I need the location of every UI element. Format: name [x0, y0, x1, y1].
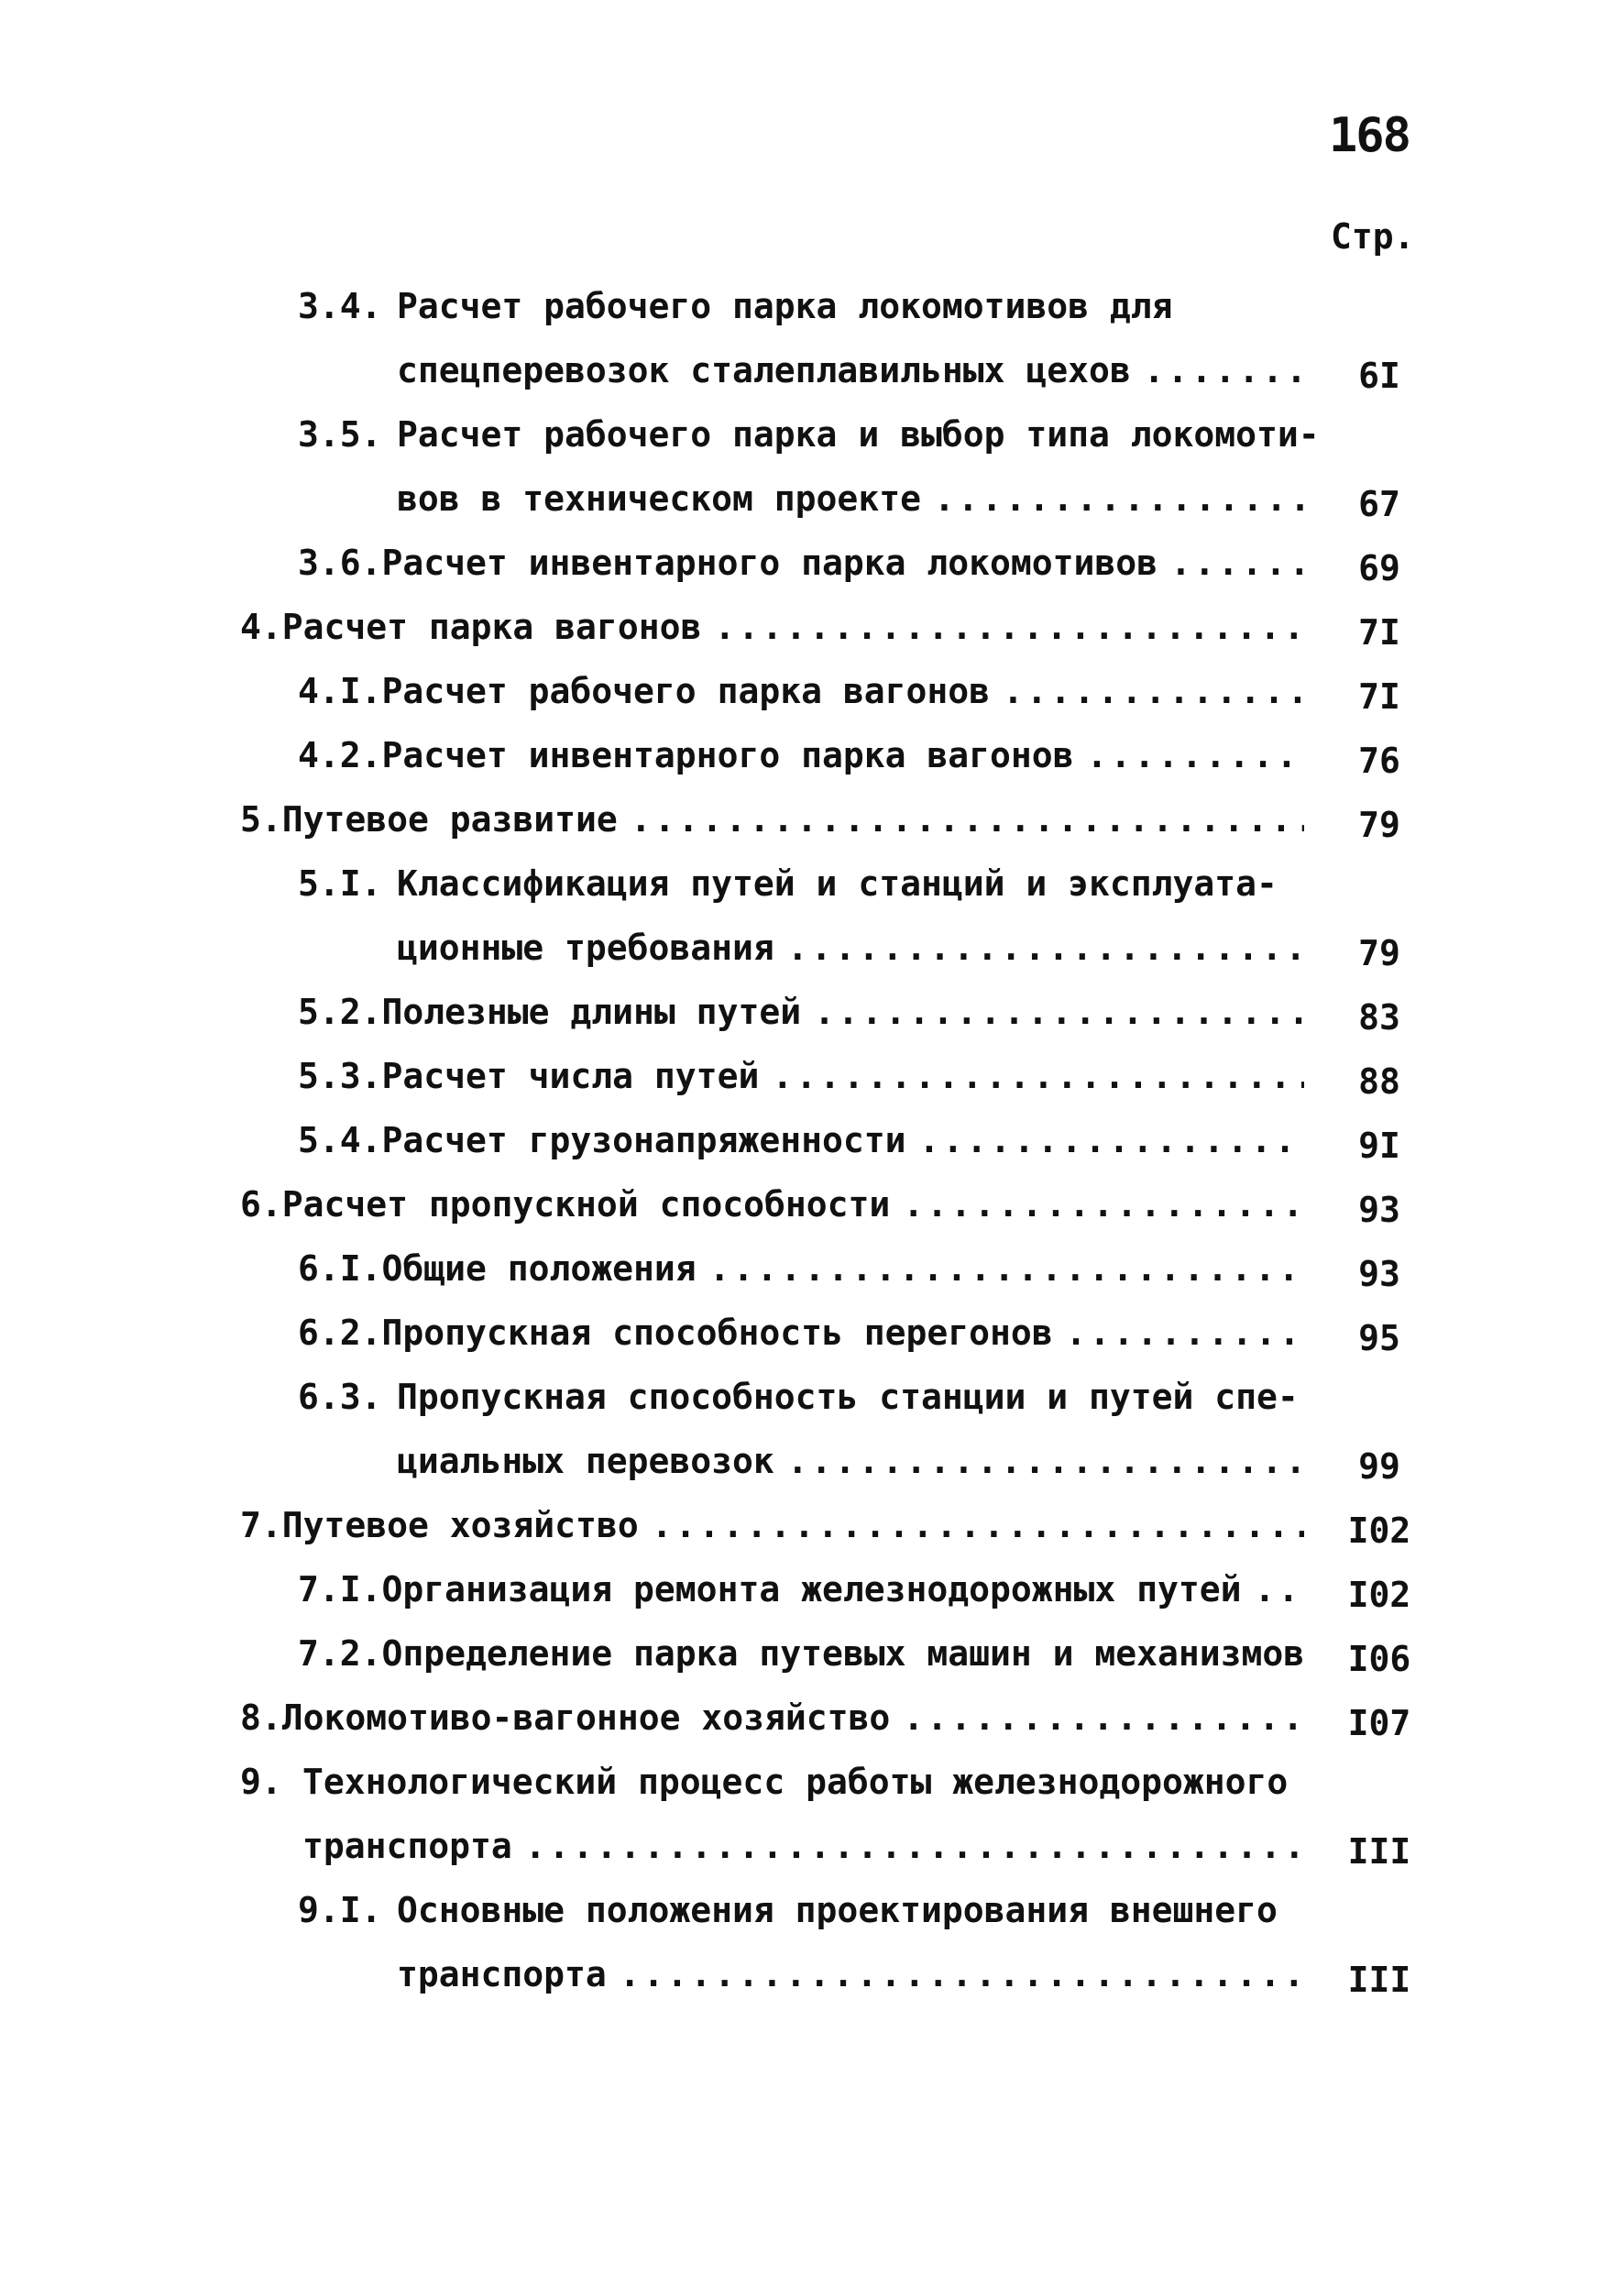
toc-entry-page: 7I [1358, 676, 1400, 717]
toc-entry-line [298, 1056, 1313, 1105]
toc-entry-line [298, 1633, 1313, 1683]
toc-entry-title: Полезные длины путей [381, 992, 802, 1032]
dot-leader [1087, 735, 1305, 775]
toc-entry-page: 6I [1358, 356, 1400, 396]
toc-entry-page: 9I [1358, 1126, 1400, 1166]
dot-leader [903, 1184, 1304, 1225]
toc-entry-line [240, 1762, 1324, 1811]
dot-leader [787, 1441, 1304, 1481]
toc-entry-page: 67 [1358, 484, 1400, 524]
toc-entry-page: 79 [1358, 805, 1400, 845]
toc-entry-page: I02 [1347, 1575, 1411, 1615]
toc-entry-page: 7I [1358, 612, 1400, 653]
toc-entry-page: III [1347, 1831, 1411, 1872]
toc-entry-line [240, 1184, 1313, 1234]
toc-entry-title: Основные положения проектирования внешнего [397, 1890, 1278, 1930]
toc-entry-page: 76 [1358, 741, 1400, 781]
toc-entry-page: 79 [1358, 933, 1400, 973]
toc-entry-title-continued: циальных перевозок [397, 1441, 774, 1481]
toc-entry-page: 95 [1358, 1318, 1400, 1358]
toc-entry-number: 7.I. [298, 1569, 382, 1609]
dot-leader [709, 1248, 1304, 1289]
dot-leader [1144, 350, 1304, 390]
dot-leader [814, 992, 1304, 1032]
dot-leader [772, 1056, 1304, 1096]
toc-entry-title: Пропускная способность станции и путей спе- [397, 1377, 1299, 1417]
toc-entry-number: 5.4. [298, 1120, 382, 1160]
toc-entry-number: 4.I. [298, 671, 382, 711]
toc-entry-line [298, 992, 1313, 1041]
toc-entry-number: 5.2. [298, 992, 382, 1032]
dot-leader [1066, 1313, 1304, 1353]
toc-entry-title-continued: спецперевозок сталеплавильных цехов [397, 350, 1131, 390]
toc-entry-title: Путевое хозяйство [281, 1505, 639, 1545]
toc-entry-page: 88 [1358, 1061, 1400, 1102]
toc-entry-number: 6.3. [298, 1377, 382, 1417]
toc-entry-page: 93 [1358, 1190, 1400, 1230]
dot-leader [631, 799, 1304, 840]
toc-entry-page: I07 [1347, 1703, 1411, 1743]
toc-entry-title: Расчет числа путей [381, 1056, 760, 1096]
toc-entry-line [240, 799, 1313, 849]
toc-entry-number: 3.5. [298, 414, 382, 455]
toc-entry-number: 9. [240, 1762, 282, 1802]
toc-entry-title: Расчет пропускной способности [281, 1184, 891, 1225]
dot-leader [934, 478, 1304, 519]
toc-entry-number: 7.2. [298, 1633, 382, 1674]
toc-entry-number: 5.3. [298, 1056, 382, 1096]
toc-entry-title: Определение парка путевых машин и механизмов [381, 1633, 1305, 1674]
toc-entry-title: Организация ремонта железнодорожных путей [381, 1569, 1242, 1609]
toc-entry-title: Локомотиво-вагонное хозяйство [281, 1697, 891, 1738]
toc-entry-line [397, 1441, 1313, 1490]
dot-leader [1003, 671, 1304, 711]
toc-entry-page: 69 [1358, 548, 1400, 588]
dot-leader [787, 928, 1304, 968]
toc-entry-title-continued: транспорта [397, 1954, 607, 1994]
dot-leader [714, 607, 1304, 647]
toc-entry-line [240, 1697, 1313, 1747]
toc-entry-page: III [1347, 1960, 1411, 2000]
toc-entry-page: 83 [1358, 997, 1400, 1038]
toc-entry-line [298, 671, 1313, 720]
toc-entry-line [298, 735, 1313, 785]
toc-entry-title: Пропускная способность перегонов [381, 1313, 1053, 1353]
toc-entry-line [298, 1248, 1313, 1298]
toc-entry-number: 7. [240, 1505, 282, 1545]
toc-entry-number: 6.I. [298, 1248, 382, 1289]
page-column-header: Стр. [1331, 216, 1415, 257]
toc-entry-line [298, 1569, 1313, 1619]
page-number: 168 [1329, 108, 1410, 163]
toc-entry-page: 93 [1358, 1254, 1400, 1294]
toc-entry-number: 3.4. [298, 286, 382, 326]
toc-entry-number: 6. [240, 1184, 282, 1225]
toc-entry-number: 6.2. [298, 1313, 382, 1353]
toc-entry-page: I02 [1347, 1511, 1411, 1551]
toc-entry-title: Расчет рабочего парка локомотивов для [397, 286, 1173, 326]
dot-leader [1255, 1569, 1304, 1609]
toc-entry-line [298, 863, 1324, 913]
toc-entry-title: Расчет парка вагонов [281, 607, 702, 647]
toc-entry-number: 8. [240, 1697, 282, 1738]
toc-entry-line [298, 1120, 1313, 1170]
toc-entry-title-continued: ционные требования [397, 928, 774, 968]
toc-entry-line [298, 286, 1324, 335]
dot-leader [918, 1120, 1304, 1160]
toc-entry-line [302, 1826, 1313, 1875]
toc-entry-line [397, 478, 1313, 528]
toc-entry-line [397, 1954, 1313, 2004]
toc-entry-line [298, 1377, 1324, 1426]
dot-leader [525, 1826, 1304, 1866]
toc-entry-number: 4.2. [298, 735, 382, 775]
dot-leader [903, 1697, 1304, 1738]
toc-entry-title: Технологический процесс работы железнодорожного [302, 1762, 1289, 1802]
toc-entry-line [397, 350, 1313, 400]
toc-entry-title: Расчет грузонапряженности [381, 1120, 906, 1160]
toc-entry-line [298, 1890, 1324, 1939]
toc-entry-number: 3.6. [298, 543, 382, 583]
toc-entry-line [240, 607, 1313, 656]
toc-entry-number: 9.I. [298, 1890, 382, 1930]
dot-leader [652, 1505, 1304, 1545]
toc-entry-title: Классификация путей и станций и эксплуата- [397, 863, 1278, 904]
toc-entry-number: 5. [240, 799, 282, 840]
toc-entry-title-continued: вов в техническом проекте [397, 478, 921, 519]
toc-entry-title: Общие положения [381, 1248, 697, 1289]
toc-entry-title-continued: транспорта [302, 1826, 512, 1866]
dot-leader [1170, 543, 1304, 583]
toc-entry-number: 4. [240, 607, 282, 647]
toc-entry-line [298, 1313, 1313, 1362]
toc-entry-page: I06 [1347, 1639, 1411, 1679]
toc-entry-line [298, 543, 1313, 592]
toc-entry-page: 99 [1358, 1446, 1400, 1487]
toc-entry-line [397, 928, 1313, 977]
toc-entry-title: Путевое развитие [281, 799, 618, 840]
toc-entry-number: 5.I. [298, 863, 382, 904]
toc-entry-line [298, 414, 1324, 464]
toc-entry-title: Расчет инвентарного парка локомотивов [381, 543, 1158, 583]
toc-entry-title: Расчет инвентарного парка вагонов [381, 735, 1074, 775]
toc-entry-title: Расчет рабочего парка вагонов [381, 671, 990, 711]
toc-entry-line [240, 1505, 1313, 1554]
dot-leader [620, 1954, 1304, 1994]
toc-entry-title: Расчет рабочего парка и выбор типа локомоти- [397, 414, 1320, 455]
